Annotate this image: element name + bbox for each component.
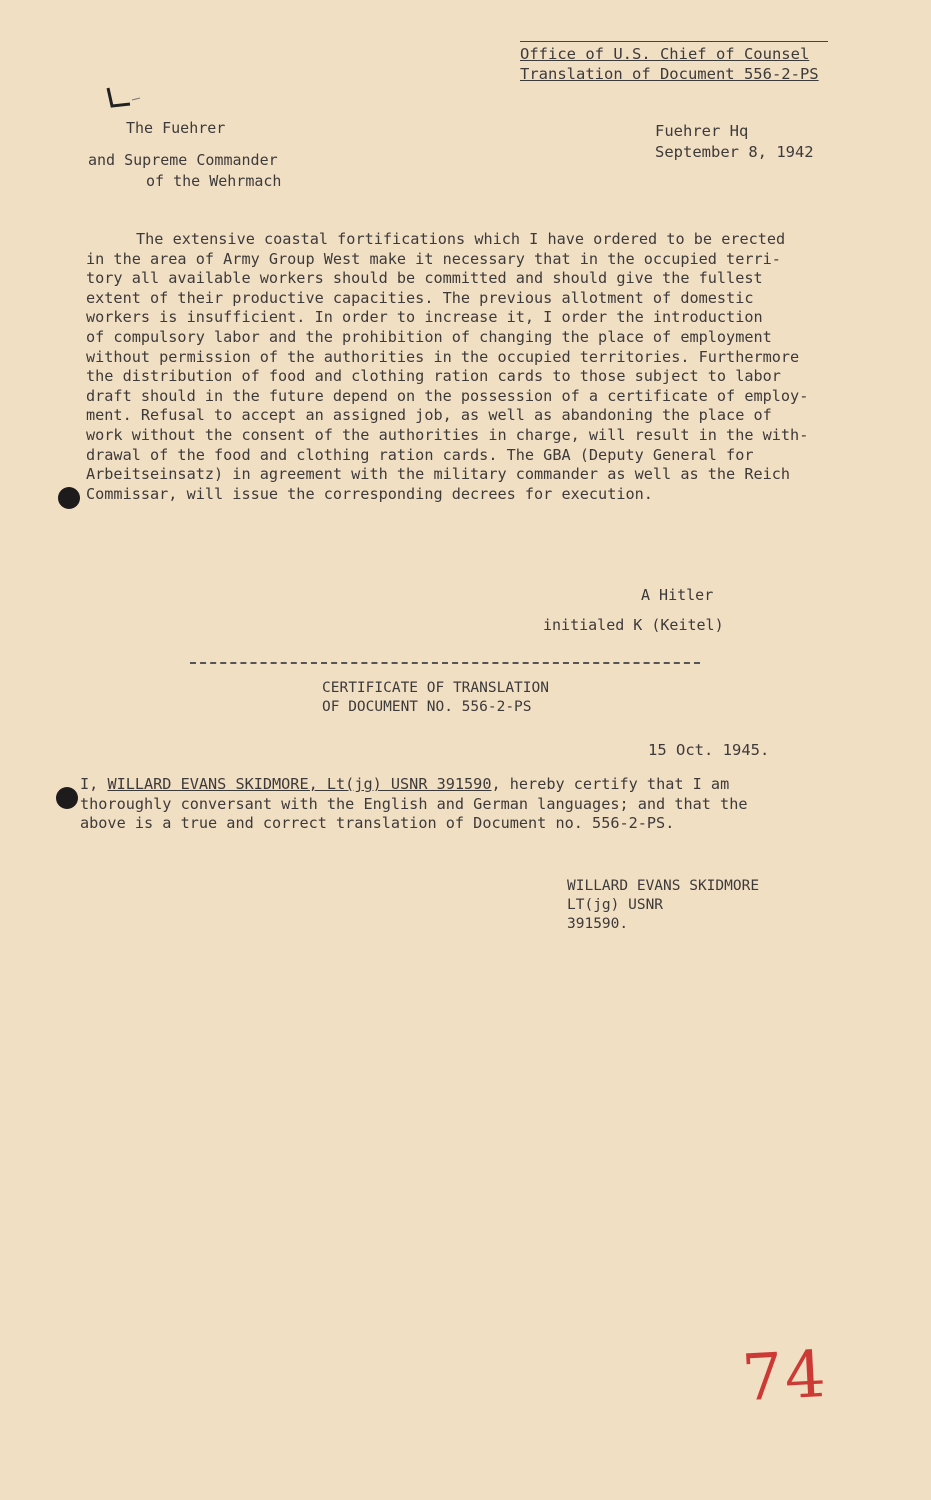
sender-line-1: The Fuehrer [126,119,226,137]
certificate-title-2: OF DOCUMENT NO. 556-2-PS [322,699,532,715]
punch-hole-2 [56,787,78,809]
signature-initialed: initialed K (Keitel) [543,616,724,634]
body-line: the distribution of food and clothing ration cards to those subject to labor [86,367,781,386]
body-line: The extensive coastal fortifications which I have ordered to be erected [136,230,786,248]
body-line: work without the consent of the authorities in charge, will result in the with- [86,425,809,444]
body-line: draft should in the future depend on the possession of a certificate of employ- [86,386,809,405]
certificate-date: 15 Oct. 1945. [648,741,770,759]
body-line: workers is insufficient. In order to increase it, I order the introduction [86,308,763,327]
certificate-text [80,775,780,834]
header-top-rule [520,41,828,42]
translator-number: 391590. [567,916,629,932]
body-line: tory all available workers should be committed and should give the fullest [86,269,763,288]
certificate-line-3: above is a true and correct translation of Document no. 556-2-PS. [80,814,675,832]
body-line: extent of their productive capacities. The previous allotment of domestic [86,288,754,307]
pencil-mark-icon [104,86,144,112]
body-line: Arbeitseinsatz) in agreement with the military commander as well as the Reich [86,465,791,484]
punch-hole-1 [58,487,80,509]
certificate-line-2: thoroughly conversant with the English and German languages; and that the [80,794,748,813]
body-line: without permission of the authorities in the occupied territories. Furthermore [86,347,800,366]
body-line: Commissar, will issue the corresponding decrees for execution. [86,484,653,503]
certificate-line-1-rest: , hereby certify that I am [491,775,730,793]
office-header [520,44,819,84]
sender-line-2: and Supreme Commander [88,151,278,169]
body-line: in the area of Army Group West make it necessary that in the occupied terri- [86,249,781,268]
header-line-2: Translation of Document 556-2-PS [520,65,819,83]
date-heading: September 8, 1942 [655,143,814,161]
signature-name: A Hitler [641,586,714,604]
certificate-line-1 [80,775,780,795]
order-body [86,230,848,504]
separator-dashes [190,662,700,664]
translator-rank: LT(jg) USNR [567,897,664,913]
body-line: drawal of the food and clothing ration cards. The GBA (Deputy General for [86,445,754,464]
sender-line-3: of the Wehrmach [146,172,282,190]
certificate-title-1: CERTIFICATE OF TRANSLATION [322,680,549,696]
header-line-1: Office of U.S. Chief of Counsel [520,45,810,63]
page-number-mark: 74 [740,1337,830,1417]
place-heading: Fuehrer Hq [655,122,749,140]
body-line: ment. Refusal to accept an assigned job, as well as abandoning the place of [86,406,772,425]
body-line: of compulsory labor and the prohibition of changing the place of employment [86,327,772,346]
translator-name: WILLARD EVANS SKIDMORE [567,878,760,894]
translator-underlined: WILLARD EVANS SKIDMORE, Lt(jg) USNR 391590 [107,775,492,793]
certificate-prefix: I, [80,775,108,793]
